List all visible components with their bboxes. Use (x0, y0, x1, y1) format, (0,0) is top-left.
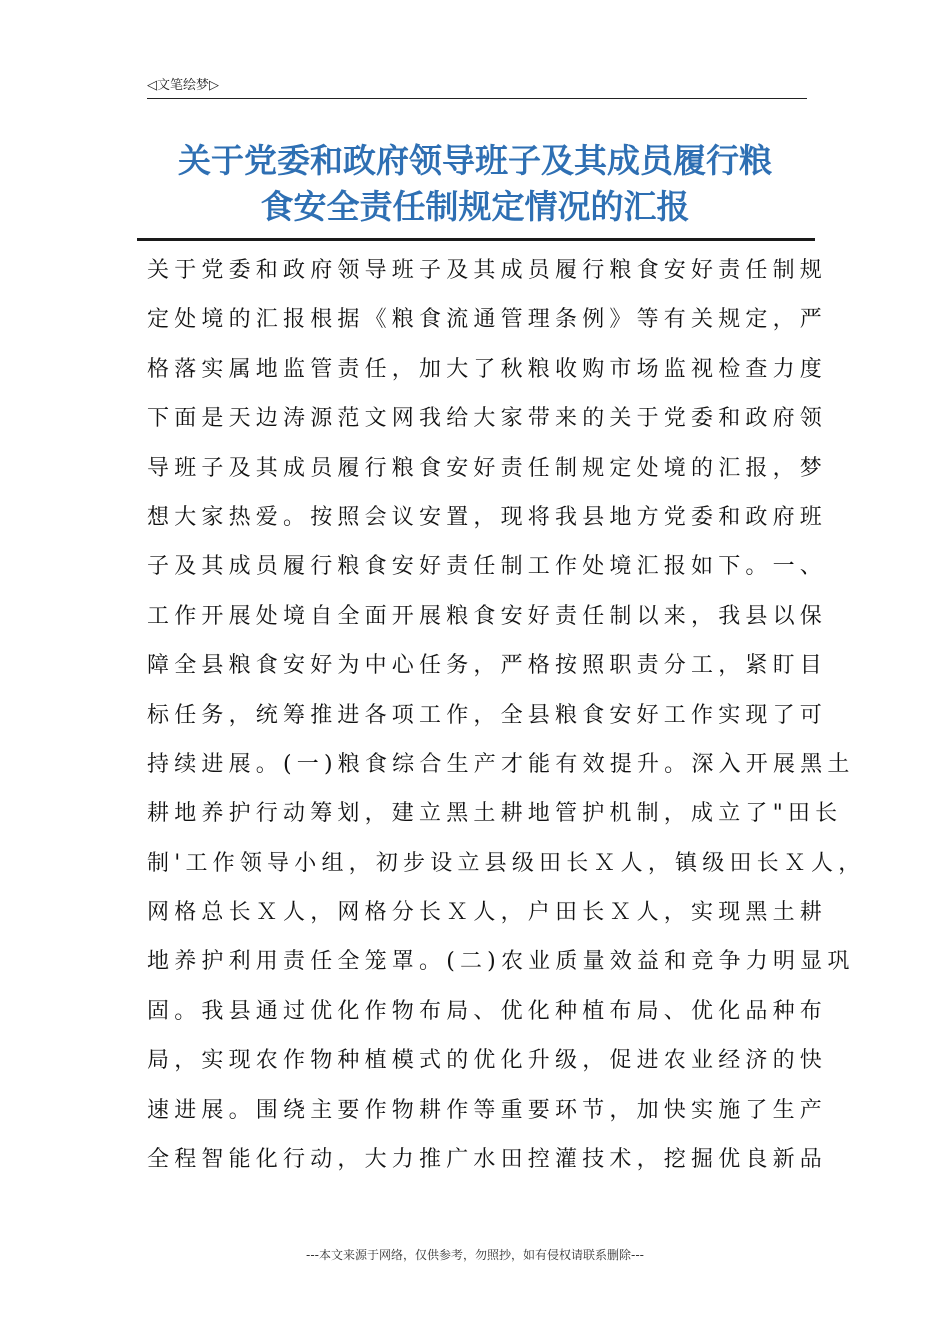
body-line: 固。我县通过优化作物布局、优化种植布局、优化品种布 (147, 998, 828, 1024)
body-line: 工作开展处境自全面开展粮食安好责任制以来，我县以保 (147, 603, 828, 629)
body-line: 全程智能化行动，大力推广水田控灌技术，挖掘优良新品 (147, 1147, 828, 1173)
body-line: 格落实属地监管责任，加大了秋粮收购市场监视检查力度 (147, 356, 828, 382)
body-line: 制'工作领导小组，初步设立县级田长Ｘ人，镇级田长Ｘ人， (147, 850, 866, 876)
body-text (147, 246, 866, 1184)
document-title (100, 138, 850, 230)
body-line: 子及其成员履行粮食安好责任制工作处境汇报如下。一、 (147, 554, 828, 580)
body-line: 想大家热爱。按照会议安置，现将我县地方党委和政府班 (147, 504, 828, 530)
body-line: 关于党委和政府领导班子及其成员履行粮食安好责任制规 (147, 258, 828, 283)
body-line: 标任务，统筹推进各项工作，全县粮食安好工作实现了可 (147, 702, 828, 728)
page-header (147, 72, 807, 99)
footer-notice: ---本文来源于网络，仅供参考，勿照抄，如有侵权请联系删除--- (306, 1248, 644, 1262)
body-line: 持续进展。(一)粮食综合生产才能有效提升。深入开展黑土 (147, 751, 855, 777)
body-line: 导班子及其成员履行粮食安好责任制规定处境的汇报，梦 (147, 455, 828, 481)
body-line: 局，实现农作物种植模式的优化升级，促进农业经济的快 (147, 1048, 828, 1074)
title-line-2: 食安全责任制规定情况的汇报 (260, 187, 690, 226)
header-brand: ◁文笔绘梦▷ (147, 78, 219, 93)
title-line-1: 关于党委和政府领导班子及其成员履行粮 (178, 141, 772, 180)
body-line: 下面是天边涛源范文网我给大家带来的关于党委和政府领 (147, 406, 828, 432)
body-line: 耕地养护行动筹划，建立黑土耕地管护机制，成立了"田长 (147, 801, 843, 827)
body-line: 定处境的汇报根据《粮食流通管理条例》等有关规定，严 (147, 307, 828, 333)
body-line: 网格总长Ｘ人，网格分长Ｘ人，户田长Ｘ人，实现黑土耕 (147, 900, 828, 926)
body-line: 障全县粮食安好为中心任务，严格按照职责分工，紧盯目 (147, 653, 828, 679)
body-line: 速进展。围绕主要作物耕作等重要环节，加快实施了生产 (147, 1097, 828, 1123)
body-line: 地养护利用责任全笼罩。(二)农业质量效益和竞争力明显巩 (147, 949, 855, 975)
title-divider (137, 238, 815, 241)
